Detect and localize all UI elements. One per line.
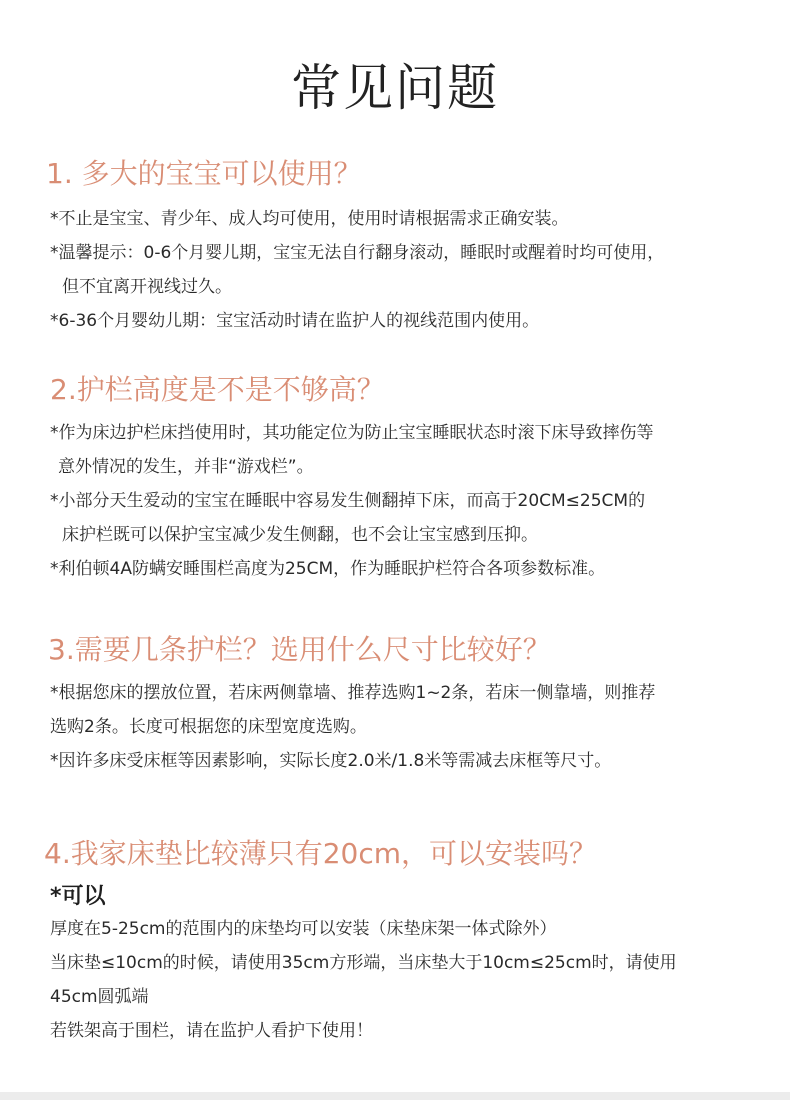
faq-answer-line: *小部分天生爱动的宝宝在睡眠中容易发生侧翻掉下床，而高于20CM≤25CM的	[50, 491, 646, 511]
faq-answer-line: *6-36个月婴幼儿期：宝宝活动时请在监护人的视线范围内使用。	[50, 311, 540, 331]
faq-section-1	[0, 154, 790, 338]
faq-answer-1	[0, 202, 790, 338]
faq-answer-line: *温馨提示：0-6个月婴儿期，宝宝无法自行翻身滚动，睡眠时或醒着时均可使用，	[50, 243, 665, 263]
bottom-divider	[0, 1092, 790, 1100]
faq-answer-line: *根据您床的摆放位置，若床两侧靠墙、推荐选购1~2条，若床一侧靠墙，则推荐	[50, 683, 656, 703]
faq-answer-heading: *可以	[50, 884, 106, 909]
faq-section-3	[0, 630, 790, 778]
faq-answer-2	[0, 416, 790, 586]
faq-question-4: 4.我家床垫比较薄只有20cm，可以安装吗？	[44, 837, 598, 870]
faq-answer-line: *不止是宝宝、青少年、成人均可使用，使用时请根据需求正确安装。	[50, 209, 569, 229]
faq-answer-line: *因许多床受床框等因素影响，实际长度2.0米/1.8米等需减去床框等尺寸。	[50, 751, 612, 771]
faq-answer-line: 选购2条。长度可根据您的床型宽度选购。	[50, 717, 367, 737]
faq-answer-line: *利伯顿4A防螨安睡围栏高度为25CM，作为睡眠护栏符合各项参数标准。	[50, 559, 606, 579]
faq-answer-line: 若铁架高于围栏，请在监护人看护下使用！	[50, 1021, 373, 1041]
faq-question-3: 3.需要几条护栏？选用什么尺寸比较好？	[48, 633, 551, 666]
faq-question-1: 1. 多大的宝宝可以使用？	[46, 157, 362, 190]
page-title: 常见问题	[291, 59, 499, 117]
faq-answer-line: 45cm圆弧端	[50, 987, 149, 1007]
faq-answer-3	[0, 676, 790, 778]
faq-answer-line: 厚度在5-25cm的范围内的床垫均可以安装（床垫床架一体式除外）	[50, 919, 557, 939]
faq-answer-line: 但不宜离开视线过久。	[62, 277, 232, 297]
faq-answer-4	[0, 912, 790, 1048]
faq-answer-line: 当床垫≤10cm的时候，请使用35cm方形端，当床垫大于10cm≤25cm时，请使用	[50, 953, 677, 973]
faq-answer-line: 意外情况的发生，并非“游戏栏”。	[58, 457, 314, 477]
faq-section-2	[0, 370, 790, 586]
faq-answer-line: 床护栏既可以保护宝宝减少发生侧翻，也不会让宝宝感到压抑。	[62, 525, 538, 545]
faq-section-4	[0, 834, 790, 1048]
faq-answer-line: *作为床边护栏床挡使用时，其功能定位为防止宝宝睡眠状态时滚下床导致摔伤等	[50, 423, 654, 443]
faq-question-2: 2.护栏高度是不是不够高？	[50, 373, 385, 406]
